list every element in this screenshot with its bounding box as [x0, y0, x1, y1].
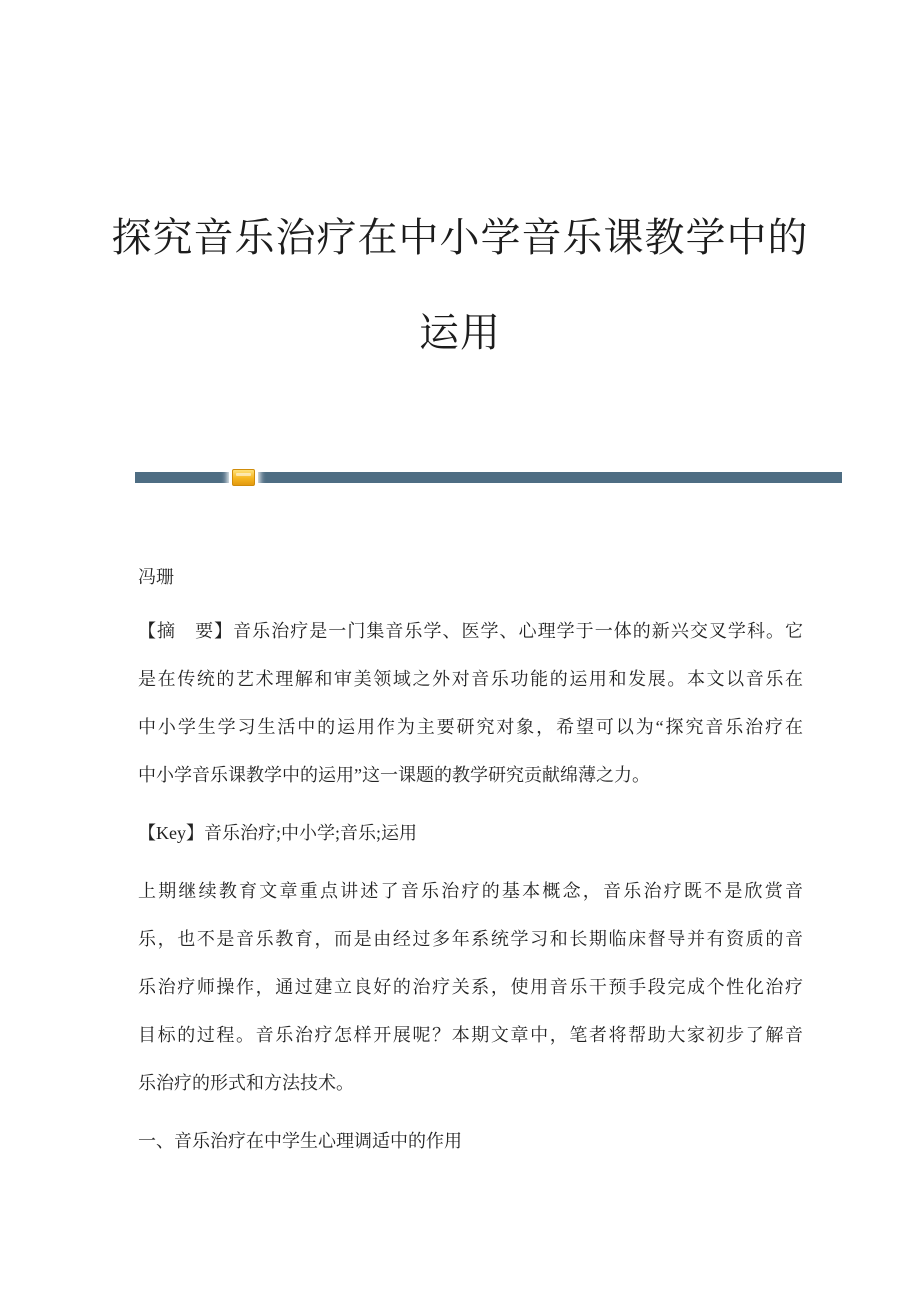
section-heading-line: 一、音乐治疗在中学生心理调适中的作用 — [138, 1131, 462, 1151]
article-content — [138, 553, 803, 1175]
abstract-paragraph-line: 中小学音乐课教学中的运用”这一课题的教学研究贡献绵薄之力。 — [138, 765, 650, 785]
keywords-paragraph-line: 【Key】音乐治疗;中小学;音乐;运用 — [138, 823, 417, 843]
author-name: 冯珊 — [138, 567, 174, 587]
keywords-paragraph — [138, 809, 803, 857]
abstract-paragraph-line: 是在传统的艺术理解和审美领域之外对音乐功能的运用和发展。本文以音乐在 — [138, 669, 803, 689]
body-paragraph-line: 乐治疗的形式和方法技术。 — [138, 1073, 354, 1093]
document-title-line-2: 运用 — [419, 310, 501, 355]
section-divider — [135, 472, 842, 483]
article-body — [138, 607, 803, 1165]
document-title — [0, 190, 920, 380]
body-paragraph-line: 目标的过程。音乐治疗怎样开展呢？本期文章中，笔者将帮助大家初步了解音 — [138, 1025, 803, 1045]
section-heading — [138, 1117, 803, 1165]
abstract-paragraph-line: 【摘 要】音乐治疗是一门集音乐学、医学、心理学于一体的新兴交叉学科。它 — [138, 621, 803, 641]
abstract-paragraph-line: 中小学生学习生活中的运用作为主要研究对象，希望可以为“探究音乐治疗在 — [138, 717, 803, 737]
body-paragraph-line: 上期继续教育文章重点讲述了音乐治疗的基本概念，音乐治疗既不是欣赏音 — [138, 881, 803, 901]
document-title-line-1: 探究音乐治疗在中小学音乐课教学中的 — [111, 215, 809, 260]
envelope-icon — [232, 469, 255, 486]
body-paragraph — [138, 867, 803, 1107]
body-paragraph-line: 乐治疗师操作，通过建立良好的治疗关系，使用音乐干预手段完成个性化治疗 — [138, 977, 803, 997]
body-paragraph-line: 乐，也不是音乐教育，而是由经过多年系统学习和长期临床督导并有资质的音 — [138, 929, 803, 949]
abstract-paragraph — [138, 607, 803, 799]
